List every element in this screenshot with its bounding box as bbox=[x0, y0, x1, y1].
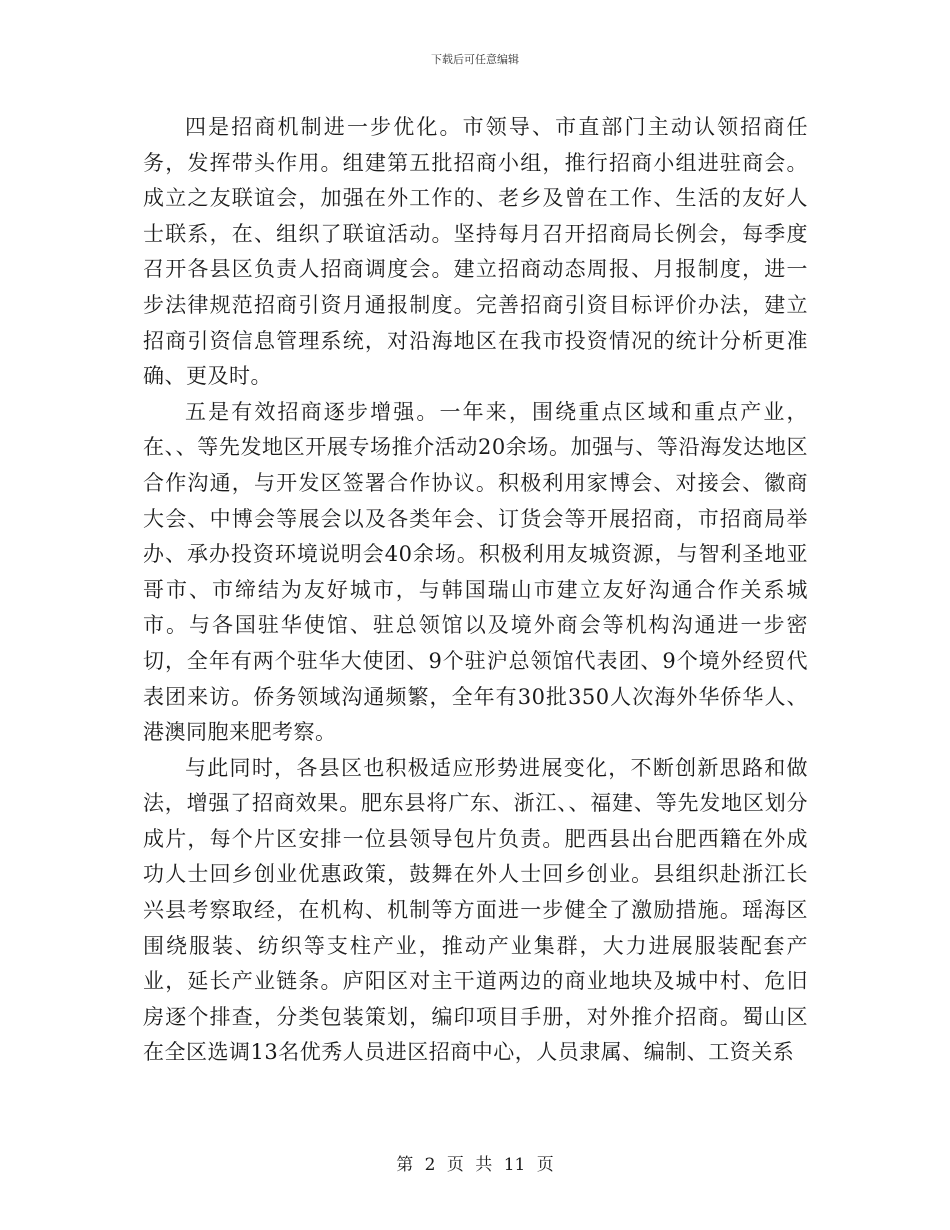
page-number-footer: 第 2 页 共 11 页 bbox=[396, 1155, 554, 1175]
paragraph-3: 与此同时，各县区也积极适应形势进展变化，不断创新思路和做法，增强了招商效果。肥东县将广东、浙江、、福建、等先发地区划分成片，每个片区安排一位县领导包片负责。肥西县出台肥西籍在外成功人士回乡创业优惠政策，鼓舞在外人士回乡创业。县组织赴浙江长兴县考察取经，在机构、机制等方面进一步健全了激励措施。瑶海区围绕服装、纺织等支柱产业，推动产业集群，大力进展服装配套产业，延长产业链条。庐阳区对主干道两边的商业地块及城中村、危旧房逐个排查，分类包装策划，编印项目手册，对外推介招商。蜀山区在全区选调13名优秀人员进区招商中心，人员隶属、编制、工资关系 bbox=[143, 755, 808, 1065]
paragraph-2: 五是有效招商逐步增强。一年来，围绕重点区域和重点产业，在、、等先发地区开展专场推介活动20余场。加强与、等沿海发达地区合作沟通，与开发区签署合作协议。积极利用家博会、对接会、徽商大会、中博会等展会以及各类年会、订货会等开展招商，市招商局举办、承办投资环境说明会40余场。积极利用友城资源，与智利圣地亚哥市、市缔结为友好城市，与韩国瑞山市建立友好沟通合作关系城市。与各国驻华使馆、驻总领馆以及境外商会等机构沟通进一步密切，全年有两个驻华大使团、9个驻沪总领馆代表团、9个境外经贸代表团来访。侨务领域沟通频繁，全年有30批350人次海外华侨华人、港澳同胞来肥考察。 bbox=[143, 399, 808, 745]
page-header-note: 下载后可任意编辑 bbox=[431, 53, 519, 66]
paragraph-1: 四是招商机制进一步优化。市领导、市直部门主动认领招商任务，发挥带头作用。组建第五批招商小组，推行招商小组进驻商会。成立之友联谊会，加强在外工作的、老乡及曾在工作、生活的友好人士联系，在、组织了联谊活动。坚持每月召开招商局长例会，每季度召开各县区负责人招商调度会。建立招商动态周报、月报制度，进一步法律规范招商引资月通报制度。完善招商引资目标评价办法，建立招商引资信息管理系统，对沿海地区在我市投资情况的统计分析更准确、更及时。 bbox=[143, 115, 808, 389]
document-body bbox=[143, 110, 808, 1071]
